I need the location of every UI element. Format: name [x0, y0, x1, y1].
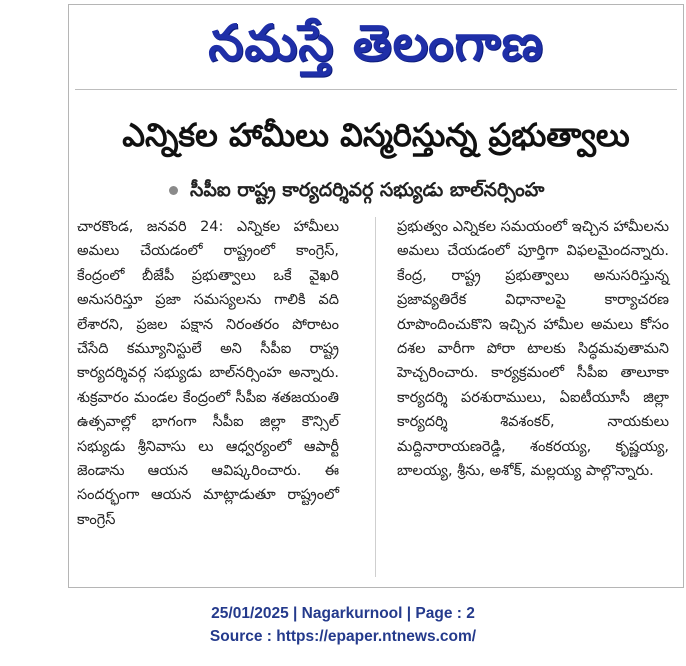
column-divider — [375, 217, 376, 577]
newspaper-masthead: నమస్తే తెలంగాణ — [208, 14, 544, 72]
article-column-left: చారకొండ, జనవరి 24: ఎన్నికల హామీలు అమలు చేయడంలో రాష్ట్రంలో కాంగ్రెస్, కేంద్రంలో బీజేపీ ప్రభుత్వాలు ఒకే వైఖరి అనుసరిస్తూ ప్రజా సమస్యలను గాలికి వది లేశారని, ప్రజల పక్షాన నిరంతరం పోరాటం చేసేది కమ్యూనిస్టులే అని సీపీఐ రాష్ట్ర కార్యదర్శివర్గ సభ్యుడు బాల్‌నర్సింహ అన్నారు. శుక్రవారం మండల కేంద్రంలో సీపీఐ శతజయంతి ఉత్సవాల్లో భాగంగా సీపీఐ జిల్లా కౌన్సిల్ సభ్యుడు శ్రీనివాసు లు ఆధ్వర్యంలో ఆపార్టీ జెండాను ఆయన ఆవిష్కరించారు. ఈ సందర్భంగా ఆయన మాట్లాడుతూ రాష్ట్రంలో కాంగ్రెస్ — [77, 219, 339, 528]
source-link[interactable]: Source : https://epaper.ntnews.com/ — [209, 628, 477, 645]
subheadline-text: సీపీఐ రాష్ట్ర కార్యదర్శివర్గ సభ్యుడు బాల్‌నర్సింహ — [190, 179, 545, 201]
article-column-right: ప్రభుత్వం ఎన్నికల సమయంలో ఇచ్చిన హామీలను అమలు చేయడంలో పూర్తిగా విఫలమైందన్నారు. కేంద్ర, రాష్ట్ర ప్రభుత్వాలు అనుసరిస్తున్న ప్రజావ్యతిరేక విధానాలపై కార్యాచరణ రూపొందించుకొని ఇచ్చిన హామీల అమలు కోసం దశల వారీగా పోరా టాలకు సిద్ధమవుతామని హెచ్చరించారు. కార్యక్రమంలో సీపీఐ తాలూకా కార్యదర్శి పరశురాములు, ఏఐటీయూసీ జిల్లా కార్యదర్శి శివశంకర్, నాయకులు మద్దినారాయణరెడ్డి, శంకరయ్య, కృష్ణయ్య, బాలయ్య, శ్రీను, అశోక్, మల్లయ్య పాల్గొన్నారు. — [397, 219, 669, 480]
article-clipping — [68, 4, 684, 588]
article-subheadline — [169, 173, 683, 207]
article-headline: ఎన్నికల హామీలు విస్మరిస్తున్న ప్రభుత్వాలు — [122, 116, 630, 154]
edition-info: 25/01/2025 | Nagarkurnool | Page : 2 — [211, 605, 475, 622]
masthead-divider — [75, 89, 677, 90]
bullet-icon — [169, 186, 178, 195]
